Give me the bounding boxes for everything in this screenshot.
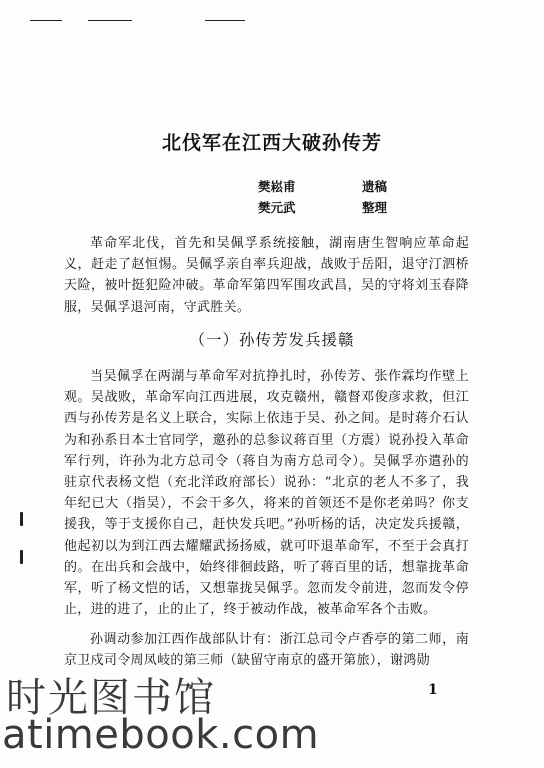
article-title: 北伐军在江西大破孙传芳 [161,132,382,154]
section-heading: （一）孙传芳发兵援赣 [189,331,355,349]
editor-role: 整理 [362,200,388,215]
body-paragraph: 当吴佩孚在两湖与革命军对抗挣扎时，孙传芳、张作霖均作壁上观。吴战败，革命军向江西进展，攻克赣州，赣督邓俊彦求救，但江西与孙传芳是名义上联合，实际上依违于吴、孙之间。是时蒋介石认为和孙系日本士官同学，邀孙的总参议蒋百里（方震）说孙投入革命军行列，许孙为北方总司令（蒋自为南方总司令）。吴佩孚亦遣孙的驻京代表杨文恺（充北洋政府部长）说孙：“北京的老人不多了，我年纪已大（指吴），不会干多久，将来的首领还不是你老弟吗？你支援我，等于支援你自己，赶快发兵吧。”孙听杨的话，决定发兵援赣，他起初以为到江西去耀耀武扬扬威，就可吓退革命军，不至于会真打的。在出兵和会战中，始终徘徊歧路，听了蒋百里的话，想靠拢革命军，听了杨文恺的话，又想靠拢吴佩孚。忽而发令前进，忽而发令停止，进的进了，止的止了，终于被动作战，被革命军各个击败。 [64,369,469,618]
header-rule [30,20,62,21]
author-name: 樊崧甫 [258,179,296,194]
margin-mark [20,512,23,526]
margin-mark [20,550,23,564]
page-number: 1 [428,682,438,698]
next-paragraph: 孙调动参加江西作战部队计有：浙江总司令卢香亭的第二师，南京卫戍司令周凤岐的第三师（缺留守南京的盛开第旅），谢鸿勋 [64,632,469,669]
author-role: 遗稿 [362,179,388,194]
editor-name: 樊元武 [258,200,296,215]
watermark-title: 时光图书馆 [6,675,216,721]
watermark-url: atimebook.com [2,712,320,758]
header-rule [88,20,132,21]
intro-paragraph: 革命军北伐，首先和吴佩孚系统接触，湖南唐生智响应革命起义，赶走了赵恒惕。吴佩孚亲自率兵迎战，战败于岳阳，退守汀泗桥天险，被叶挺犯险冲破。革命军第四军围攻武昌，吴的守将刘玉春降服，吴佩孚退河南，守武胜关。 [64,236,469,315]
header-rule [205,20,245,21]
